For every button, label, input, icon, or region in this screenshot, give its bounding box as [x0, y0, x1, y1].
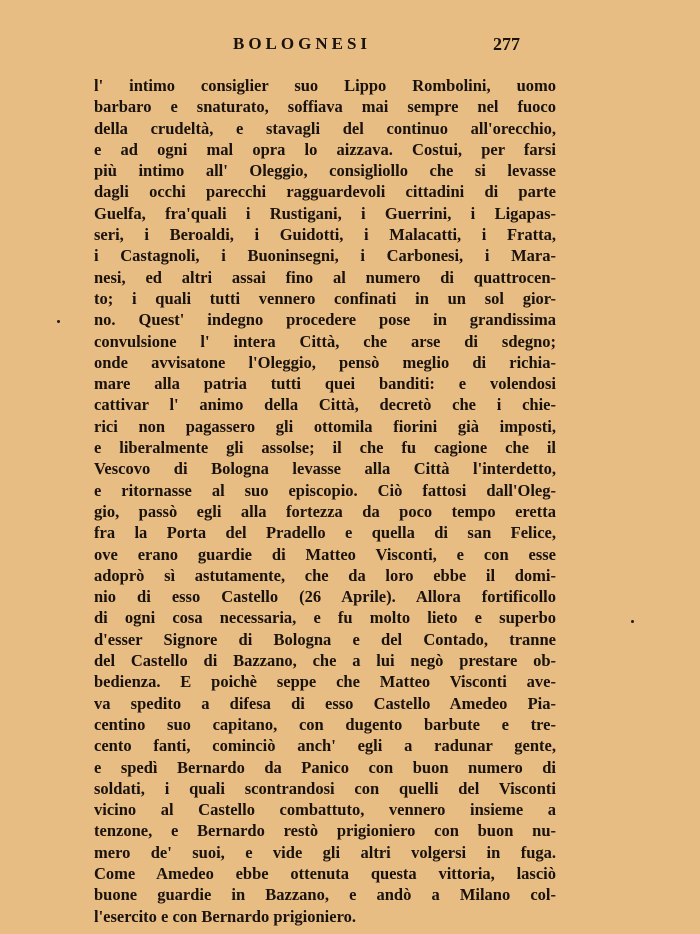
text-line: e liberalmente gli assolse; il che fu cagione che il: [94, 438, 556, 458]
text-line: soldati, i quali scontrandosi con quelli del Visconti: [94, 778, 556, 798]
text-line: to; i quali tutti vennero confinati in un sol gior-: [94, 288, 556, 308]
text-line: barbaro e snaturato, soffiava mai sempre nel fuoco: [94, 97, 556, 117]
text-line: buone guardie in Bazzano, e andò a Milano col-: [94, 885, 556, 905]
text-line: Come Amedeo ebbe ottenuta questa vittoria, lasciò: [94, 863, 556, 883]
text-line: va spedito a difesa di esso Castello Amedeo Pia-: [94, 693, 556, 713]
text-line: gio, passò egli alla fortezza da poco tempo eretta: [94, 501, 556, 521]
text-line: rici non pagassero gli ottomila fiorini già imposti,: [94, 416, 556, 436]
text-line: fra la Porta del Pradello e quella di san Felice,: [94, 523, 556, 543]
ink-speck: [57, 320, 60, 323]
text-line: ove erano guardie di Matteo Visconti, e con esse: [94, 544, 556, 564]
page-number: 277: [493, 34, 520, 54]
text-line: Vescovo di Bologna levasse alla Città l'interdetto,: [94, 459, 556, 479]
text-line: l' intimo consiglier suo Lippo Rombolini, uomo: [94, 76, 556, 95]
text-line: cattivar l' animo della Città, decretò che i chie-: [94, 395, 556, 415]
text-line: e ad ogni mal opra lo aizzava. Costui, per farsi: [94, 139, 556, 159]
text-line: e spedì Bernardo da Panico con buon numero di: [94, 757, 556, 777]
text-line: bedienza. E poichè seppe che Matteo Visconti ave-: [94, 672, 556, 692]
ink-speck: [631, 620, 634, 623]
text-line: Guelfa, fra'quali i Rustigani, i Guerrini, i Ligapas-: [94, 203, 556, 223]
text-line: seri, i Beroaldi, i Guidotti, i Malacatti, i Fratta,: [94, 225, 556, 245]
text-line: centino suo capitano, con dugento barbute e tre-: [94, 714, 556, 734]
text-line: onde avvisatone l'Oleggio, pensò meglio di richia-: [94, 352, 556, 372]
text-line: tenzone, e Bernardo restò prigioniero con buon nu-: [94, 821, 556, 841]
text-line: vicino al Castello combattuto, vennero insieme a: [94, 800, 556, 820]
text-line: più intimo all' Oleggio, consigliollo che si levasse: [94, 161, 556, 181]
text-line: della crudeltà, e stavagli del continuo all'orecchio,: [94, 118, 556, 138]
text-line: di ogni cosa necessaria, e fu molto lieto e superbo: [94, 608, 556, 628]
running-head: BOLOGNESI: [233, 34, 372, 53]
text-line: dagli occhi parecchi ragguardevoli cittadini di parte: [94, 182, 556, 202]
body-text: [94, 75, 556, 927]
text-line: nesi, ed altri assai fino al numero di quattrocen-: [94, 267, 556, 287]
page-header: [0, 34, 700, 58]
text-line: nio di esso Castello (26 Aprile). Allora fortificollo: [94, 587, 556, 607]
text-line: cento fanti, cominciò anch' egli a radunar gente,: [94, 736, 556, 756]
text-line: no. Quest' indegno procedere pose in grandissima: [94, 310, 556, 330]
text-line: mare alla patria tutti quei banditi: e volendosi: [94, 374, 556, 394]
text-line: del Castello di Bazzano, che a lui negò prestare ob-: [94, 651, 556, 671]
text-line: d'esser Signore di Bologna e del Contado, tranne: [94, 629, 556, 649]
text-line: adoprò sì astutamente, che da loro ebbe il domi-: [94, 565, 556, 585]
text-line: l'esercito e con Bernardo prigioniero.: [94, 906, 356, 926]
text-line: mero de' suoi, e vide gli altri volgersi in fuga.: [94, 842, 556, 862]
text-line: e ritornasse al suo episcopio. Ciò fattosi dall'Oleg-: [94, 480, 556, 500]
text-line: i Castagnoli, i Buoninsegni, i Carbonesi, i Mara-: [94, 246, 556, 266]
text-line: convulsione l' intera Città, che arse di sdegno;: [94, 331, 556, 351]
